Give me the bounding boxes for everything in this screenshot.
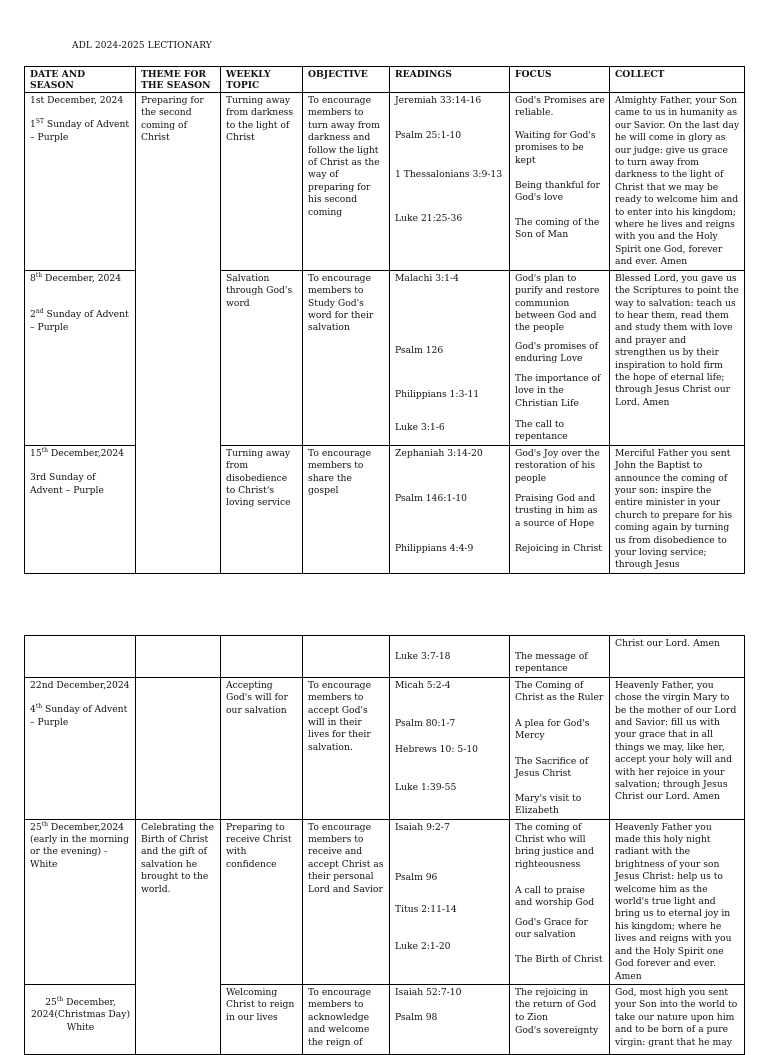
collect-cell: Blessed Lord, you gave us the Scriptures to point the way to salvation: teach us to hear them, read them and study them with love and prayer and strengthen us by their inspiration to hold firm the hope of eternal life; through Jesus Christ our Lord. Amen (610, 270, 745, 445)
date-season-cell (25, 93, 136, 271)
table-row (25, 636, 745, 678)
theme-cell (136, 677, 221, 819)
reading-item: Psalm 80:1-7 (395, 717, 456, 729)
focus-cell (510, 984, 610, 1054)
date-text: 8th December, 2024 (30, 271, 122, 284)
topic-cell: Salvation through God's word (221, 270, 303, 445)
table-row (25, 445, 745, 573)
header-objective: OBJECTIVE (303, 67, 390, 93)
topic-cell: Preparing to receive Christ with confidence (221, 819, 303, 984)
focus-item: Waiting for God's promises to be kept (515, 130, 596, 166)
collect-cell: God, most high you sent your Son into the world to take our nature upon him and to be born of a pure virgin: grant that he may (610, 984, 745, 1054)
focus-cell (510, 445, 610, 573)
reading-item: Philippians 4:4-9 (395, 542, 474, 554)
reading-item: Jeremiah 33:14-16 (395, 95, 482, 106)
objective-cell (303, 636, 390, 678)
season-text: 4th Sunday of Advent – Purple (30, 703, 128, 728)
focus-item: The coming of the Son of Man (515, 217, 600, 241)
readings-cell (390, 819, 510, 984)
focus-item: The call to repentance (515, 418, 568, 443)
reading-item: Philippians 1:3-11 (395, 388, 480, 400)
objective-cell: To encourage members to turn away from darkness and follow the light of Christ as the way of preparing for his second coming (303, 93, 390, 271)
date-season-cell (25, 636, 136, 678)
focus-item: A plea for God's Mercy (515, 717, 590, 742)
reading-item: Zephaniah 3:14-20 (395, 447, 483, 459)
table-row (25, 270, 745, 445)
header-theme: THEME FOR THE SEASON (136, 67, 221, 93)
header-date-season: DATE AND SEASON (25, 67, 136, 93)
focus-item: God's Joy over the restoration of his people (515, 447, 600, 484)
reading-item: Isaiah 52:7-10 (395, 986, 462, 998)
objective-cell: To encourage members to share the gospel (303, 445, 390, 573)
objective-cell: To encourage members to receive and accept Christ as their personal Lord and Savior (303, 819, 390, 984)
focus-cell (510, 677, 610, 819)
focus-item: God's Promises are reliable. (515, 95, 605, 119)
table-row (25, 93, 745, 271)
header-collect: COLLECT (610, 67, 745, 93)
focus-item: The Coming of Christ as the Ruler (515, 679, 604, 704)
objective-cell: To encourage members to Study God's word for their salvation (303, 270, 390, 445)
reading-item: Titus 2:11-14 (395, 903, 457, 915)
document-title: ADL 2024-2025 LECTIONARY (72, 41, 212, 51)
topic-cell: Accepting God's will for our salvation (221, 677, 303, 819)
focus-cell (510, 93, 610, 271)
date-text: 22nd December,2024 (30, 679, 130, 691)
date-text: 25th December, 2024(Christmas Day) White (30, 995, 131, 1033)
reading-item: Psalm 96 (395, 871, 438, 883)
reading-item: 1 Thessalonians 3:9-13 (395, 169, 503, 180)
date-season-cell (25, 984, 136, 1054)
focus-cell (510, 270, 610, 445)
topic-cell: Turning away from disobedience to Christ's loving service (221, 445, 303, 573)
header-row (25, 67, 745, 93)
focus-item: God's promises of enduring Love (515, 340, 599, 365)
date-text: 1st December, 2024 (30, 95, 124, 106)
objective-cell: To encourage members to acknowledge and welcome the reign of (303, 984, 390, 1054)
date-season-cell (25, 445, 136, 573)
focus-cell (510, 636, 610, 678)
date-text: 25th December,2024 (early in the morning or the evening) - White (30, 820, 129, 870)
theme-cell: Celebrating the Birth of Christ and the gift of salvation he brought to the world. (136, 819, 221, 1054)
topic-cell: Turning away from darkness to the light of Christ (221, 93, 303, 271)
readings-cell (390, 984, 510, 1054)
header-readings: READINGS (390, 67, 510, 93)
date-season-cell (25, 819, 136, 984)
readings-cell (390, 445, 510, 573)
focus-item: Mary's visit to Elizabeth (515, 792, 582, 817)
reading-item: Luke 3:1-6 (395, 421, 445, 433)
season-text: 2nd Sunday of Advent – Purple (30, 308, 129, 333)
focus-item: The Birth of Christ (515, 953, 603, 965)
table-row (25, 819, 745, 984)
season-text: 3rd Sunday of Advent – Purple (30, 472, 104, 496)
readings-cell (390, 93, 510, 271)
date-season-cell (25, 270, 136, 445)
objective-cell: To encourage members to accept God's will in their lives for their salvation. (303, 677, 390, 819)
header-weekly-topic: WEEKLY TOPIC (221, 67, 303, 93)
collect-cell: Heavenly Father you made this holy night radiant with the brightness of your son Jesus Christ: help us to welcome him as the world's true light and bring us to eternal joy in his kingdom; where he lives and reigns with you and the Holy Spirit one God forever and ever. Amen (610, 819, 745, 984)
readings-cell (390, 677, 510, 819)
date-season-cell (25, 677, 136, 819)
reading-item: Micah 5:2-4 (395, 679, 451, 691)
table-row (25, 984, 745, 1054)
focus-item: The importance of love in the Christian Life (515, 372, 601, 409)
focus-item: The coming of Christ who will bring justice and righteousness (515, 821, 594, 870)
reading-item: Malachi 3:1-4 (395, 272, 459, 284)
reading-item: Psalm 25:1-10 (395, 130, 462, 141)
lectionary-table-page-1 (24, 66, 745, 574)
focus-cell (510, 819, 610, 984)
reading-item: Psalm 146:1-10 (395, 492, 467, 504)
reading-item: Psalm 126 (395, 344, 444, 356)
reading-item: Isaiah 9:2-7 (395, 821, 450, 833)
theme-cell (136, 636, 221, 678)
reading-item: Hebrews 10: 5-10 (395, 743, 479, 755)
topic-cell: Welcoming Christ to reign in our lives (221, 984, 303, 1054)
table-row (25, 677, 745, 819)
reading-item: Luke 2:1-20 (395, 940, 451, 952)
collect-cell: Heavenly Father, you chose the virgin Mary to be the mother of our Lord and Savior: fill us with your grace that in all things we may, like her, accept your holy will and with her rejoice in your salvation; through Jesus Christ our Lord. Amen (610, 677, 745, 819)
focus-item: God's Grace for our salvation (515, 916, 588, 941)
reading-item: Luke 3:7-18 (395, 651, 451, 662)
date-text: 15th December,2024 (30, 446, 125, 459)
season-text: 1ST Sunday of Advent – Purple (30, 118, 130, 143)
focus-item: A call to praise and worship God (515, 884, 595, 909)
header-focus: FOCUS (510, 67, 610, 93)
reading-item: Luke 1:39-55 (395, 781, 457, 793)
collect-cell: Christ our Lord. Amen (610, 636, 745, 678)
focus-item: The Sacrifice of Jesus Christ (515, 755, 589, 780)
collect-cell: Almighty Father, your Son came to us in humanity as our Savior. On the last day he will come in glory as our judge: give us grace to turn away from darkness to the light of Christ that we may be ready to welcome him and to enter into his kingdom; where he lives and reigns with you and the Holy Spirit one God, forever and ever. Amen (610, 93, 745, 271)
topic-cell (221, 636, 303, 678)
theme-cell: Preparing for the second coming of Christ (136, 93, 221, 574)
reading-item: Luke 21:25-36 (395, 213, 463, 224)
lectionary-table-page-2 (24, 635, 745, 1055)
focus-item: Praising God and trusting in him as a source of Hope (515, 492, 598, 529)
focus-item: God's plan to purify and restore communion between God and the people (515, 272, 600, 334)
reading-item: Psalm 98 (395, 1011, 438, 1023)
focus-item: Being thankful for God's love (515, 180, 600, 204)
focus-item: God's sovereignty (515, 1024, 599, 1036)
readings-cell (390, 636, 510, 678)
collect-cell: Merciful Father you sent John the Baptist to announce the coming of your son: inspire the entire minister in your church to prepare for his coming again by turning us from disobedience to your loving service; through Jesus (610, 445, 745, 573)
focus-item: The message of repentance (515, 651, 588, 675)
focus-item: The rejoicing in the return of God to Zion (515, 986, 597, 1023)
readings-cell (390, 270, 510, 445)
focus-item: Rejoicing in Christ (515, 542, 602, 554)
